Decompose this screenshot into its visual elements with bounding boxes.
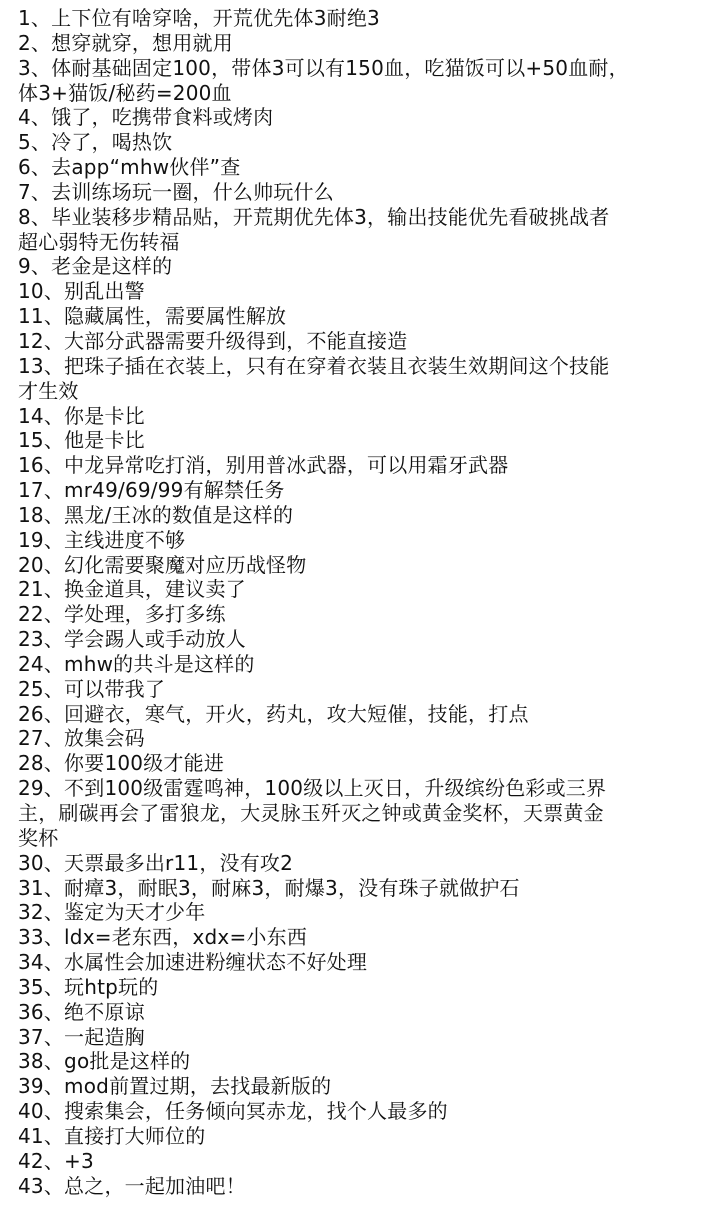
text-line: 12、大部分武器需要升级得到，不能直接造 (18, 328, 408, 353)
text-line: 9、老金是这样的 (18, 254, 173, 279)
text-line: 3、体耐基础固定100，带体3可以有150血，吃猫饭可以+50血耐， (18, 55, 629, 80)
text-line: 18、黑龙/王冰的数值是这样的 (18, 502, 294, 527)
text-line: 7、去训练场玩一圈，什么帅玩什么 (18, 179, 334, 204)
text-line: 33、ldx=老东西，xdx=小东西 (18, 925, 308, 950)
text-line: 31、耐瘴3，耐眠3，耐麻3，耐爆3，没有珠子就做护石 (18, 875, 520, 900)
text-line: 23、学会踢人或手动放人 (18, 627, 246, 652)
text-line: 才生效 (18, 378, 79, 403)
text-line: 27、放集会码 (18, 726, 145, 751)
text-line: 19、主线进度不够 (18, 527, 186, 552)
text-line: 5、冷了，喝热饮 (18, 130, 173, 155)
text-line: 超心弱特无伤转福 (18, 229, 180, 254)
text-line: 1、上下位有啥穿啥，开荒优先体3耐绝3 (18, 6, 380, 30)
text-line: 10、别乱出警 (18, 279, 145, 304)
faq-list (18, 6, 714, 1199)
text-line: 17、mr49/69/99有解禁任务 (18, 478, 285, 503)
text-line: 22、学处理，多打多练 (18, 602, 226, 627)
text-line: 30、天票最多出r11，没有攻2 (18, 850, 294, 875)
text-line: 40、搜索集会，任务倾向冥赤龙，找个人最多的 (18, 1099, 448, 1124)
text-line: 11、隐藏属性，需要属性解放 (18, 304, 287, 329)
text-line: 39、mod前置过期，去找最新版的 (18, 1074, 332, 1099)
text-line: 8、毕业装移步精品贴，开荒期优先体3，输出技能优先看破挑战者 (18, 204, 610, 229)
text-line: 奖杯 (18, 825, 59, 850)
text-line: 14、你是卡比 (18, 403, 145, 428)
text-line: 41、直接打大师位的 (18, 1123, 206, 1148)
text-line: 21、换金道具，建议卖了 (18, 577, 246, 602)
text-line: 体3+猫饭/秘药=200血 (18, 80, 232, 105)
text-line: 20、幻化需要聚魔对应历战怪物 (18, 552, 307, 577)
text-line: 13、把珠子插在衣装上，只有在穿着衣装且衣装生效期间这个技能 (18, 353, 610, 378)
text-line: 26、回避衣，寒气，开火，药丸，攻大短催，技能，打点 (18, 701, 529, 726)
text-line: 32、鉴定为天才少年 (18, 900, 206, 925)
text-line: 25、可以带我了 (18, 676, 166, 701)
text-line: 34、水属性会加速进粉缠状态不好处理 (18, 950, 368, 975)
text-line: 28、你要100级才能进 (18, 751, 225, 776)
text-line: 43、总之，一起加油吧！ (18, 1173, 246, 1198)
text-line: 6、去app“mhw伙伴”查 (18, 155, 241, 180)
text-line: 15、他是卡比 (18, 428, 145, 453)
text-line: 38、go批是这样的 (18, 1049, 191, 1074)
text-line: 2、想穿就穿，想用就用 (18, 30, 233, 55)
text-line: 42、+3 (18, 1148, 94, 1173)
text-line: 主，刷碳再会了雷狼龙，大灵脉玉歼灭之钟或黄金奖杯，天票黄金 (18, 801, 604, 825)
text-line: 24、mhw的共斗是这样的 (18, 651, 255, 676)
text-line: 29、不到100级雷霆鸣神，100级以上灭日，升级缤纷色彩或三界 (18, 776, 607, 801)
text-line: 16、中龙异常吃打消，别用普冰武器，可以用霜牙武器 (18, 453, 509, 478)
text-line: 35、玩htp玩的 (18, 974, 159, 999)
text-line: 37、一起造胸 (18, 1024, 145, 1049)
text-line: 4、饿了，吃携带食料或烤肉 (18, 105, 274, 130)
text-line: 36、绝不原谅 (18, 999, 145, 1024)
